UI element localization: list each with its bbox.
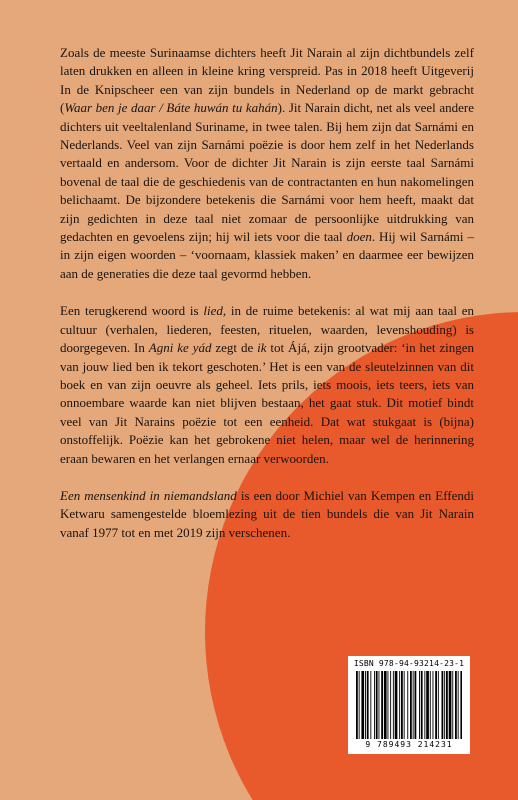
- barcode-bar: [393, 671, 394, 739]
- barcode-bar: [442, 671, 444, 739]
- barcode-bar: [438, 671, 439, 739]
- barcode-bar: [390, 671, 391, 739]
- blurb-text: [60, 44, 474, 561]
- text-run: zegt de: [211, 340, 258, 356]
- barcode-bar: [410, 671, 412, 739]
- barcode-bar: [421, 671, 423, 739]
- barcode-bar: [424, 671, 425, 739]
- barcode-bar: [444, 671, 445, 739]
- barcode-bar: [419, 671, 420, 739]
- italic-text: doen: [346, 229, 372, 245]
- text-run: Een terugkerend woord is: [60, 303, 204, 319]
- text-run: is een door Michiel van Kempen en Effendi Ketwaru samengestelde bloemlezing uit de tien bundels die van Jit Narain vanaf 1977 tot en met 2019 zijn verschenen.: [60, 487, 474, 540]
- italic-text: ik: [257, 340, 267, 356]
- barcode-bar: [455, 671, 457, 739]
- barcode-bar: [399, 671, 400, 739]
- italic-text: lied: [203, 303, 223, 319]
- blurb-paragraph: [60, 487, 474, 542]
- text-run: , in de ruime betekenis: al wat mij aan taal en cultuur (verhalen, liederen, feesten, rituelen, waarden, levenshouding) is doorgegeven. In: [60, 303, 474, 356]
- barcode-bar: [449, 671, 452, 739]
- italic-text: Een mensenkind in niemandsland: [60, 487, 237, 503]
- barcode-bar: [370, 671, 371, 739]
- barcode-bar: [407, 671, 408, 739]
- barcode-bar: [381, 671, 383, 739]
- barcode-bar: [356, 671, 358, 739]
- barcode-bar: [430, 671, 431, 739]
- blurb-paragraph: [60, 302, 474, 468]
- barcode-bar: [379, 671, 380, 739]
- barcode-bar: [365, 671, 366, 739]
- barcode-bar: [374, 671, 375, 739]
- barcode-bar: [433, 671, 434, 739]
- barcode-bar: [388, 671, 389, 739]
- barcode-bar: [446, 671, 448, 739]
- barcode-bar: [415, 671, 417, 739]
- barcode-bar: [458, 671, 459, 739]
- barcode-bar: [452, 671, 453, 739]
- text-run: . Hij wil Sarnámi – in zijn eigen woorden – ‘voornaam, klassiek maken’ en daarmee eer bewijzen aan de generaties die deze taal gevormd hebben.: [60, 229, 474, 281]
- barcode-bar: [404, 671, 405, 739]
- blurb-paragraph: [60, 44, 474, 283]
- barcode-bar: [361, 671, 364, 739]
- barcode-digits: 9 789493 214231: [365, 740, 453, 749]
- barcode-bar: [395, 671, 398, 739]
- barcode-bar: [401, 671, 403, 739]
- barcode-bar: [367, 671, 369, 739]
- barcode-bar: [426, 671, 429, 739]
- barcode-bar: [435, 671, 437, 739]
- barcode-bar: [359, 671, 360, 739]
- barcode-bar: [376, 671, 378, 739]
- text-run: tot Ájá, zijn grootvader: ‘in het zingen van jouw lied ben ik tekort geschoten.’ Het is een van de sleutelzinnen van dit boek en van zijn oeuvre als geheel. Iets prils, iets moois, iets teers, iets van onnoembare waarde kan niet blijven bestaan, het gaat stuk. Dit motief bindt veel van Jit Narains poëzie tot een eenheid. Dat wat stukgaat is (bijna) onstoffelijk. Poëzie kan het gebrokene niet helen, maar wel de herinnering eraan bewaren en het verlangen ernaar verwoorden.: [60, 340, 474, 466]
- barcode-bars: [356, 671, 462, 739]
- barcode-bar: [460, 671, 462, 739]
- barcode-bar: [384, 671, 387, 739]
- text-run: Zoals de meeste Surinaamse dichters heeft Jit Narain al zijn dichtbundels zelf laten drukken en alleen in kleine kring verspreid. Pas in 2018 heeft Uitgeverij In de Knipscheer een van zijn bundels in Nederland op de markt gebracht (: [60, 45, 474, 116]
- text-run: ). Jit Narain dicht, net als veel andere dichters uit veeltalenland Suriname, in twee talen. Bij hem zijn dat Sarnámi en Nederlands. Veel van zijn Sarnámi poëzie is door hem zelf in het Nederlands vertaald en andersom. Voor de dichter Jit Narain is zijn eerste taal Sarnámi bovenal de taal die de geschiedenis van de contractanten en hun nakomelingen belichaamt. De bijzondere betekenis die Sarnámi voor hem heeft, maakt dat zijn gedichten in deze taal niet zomaar de persoonlijke uitdrukking van gedachten en gevoelens zijn; hij wil iets voor die taal: [60, 100, 474, 245]
- isbn-barcode: [348, 656, 470, 754]
- isbn-label: ISBN 978-94-93214-23-1: [353, 659, 465, 668]
- italic-text: Agni ke yád: [148, 340, 212, 356]
- italic-text: Waar ben je daar / Báte huwán tu kahán: [64, 100, 278, 116]
- barcode-bar: [413, 671, 414, 739]
